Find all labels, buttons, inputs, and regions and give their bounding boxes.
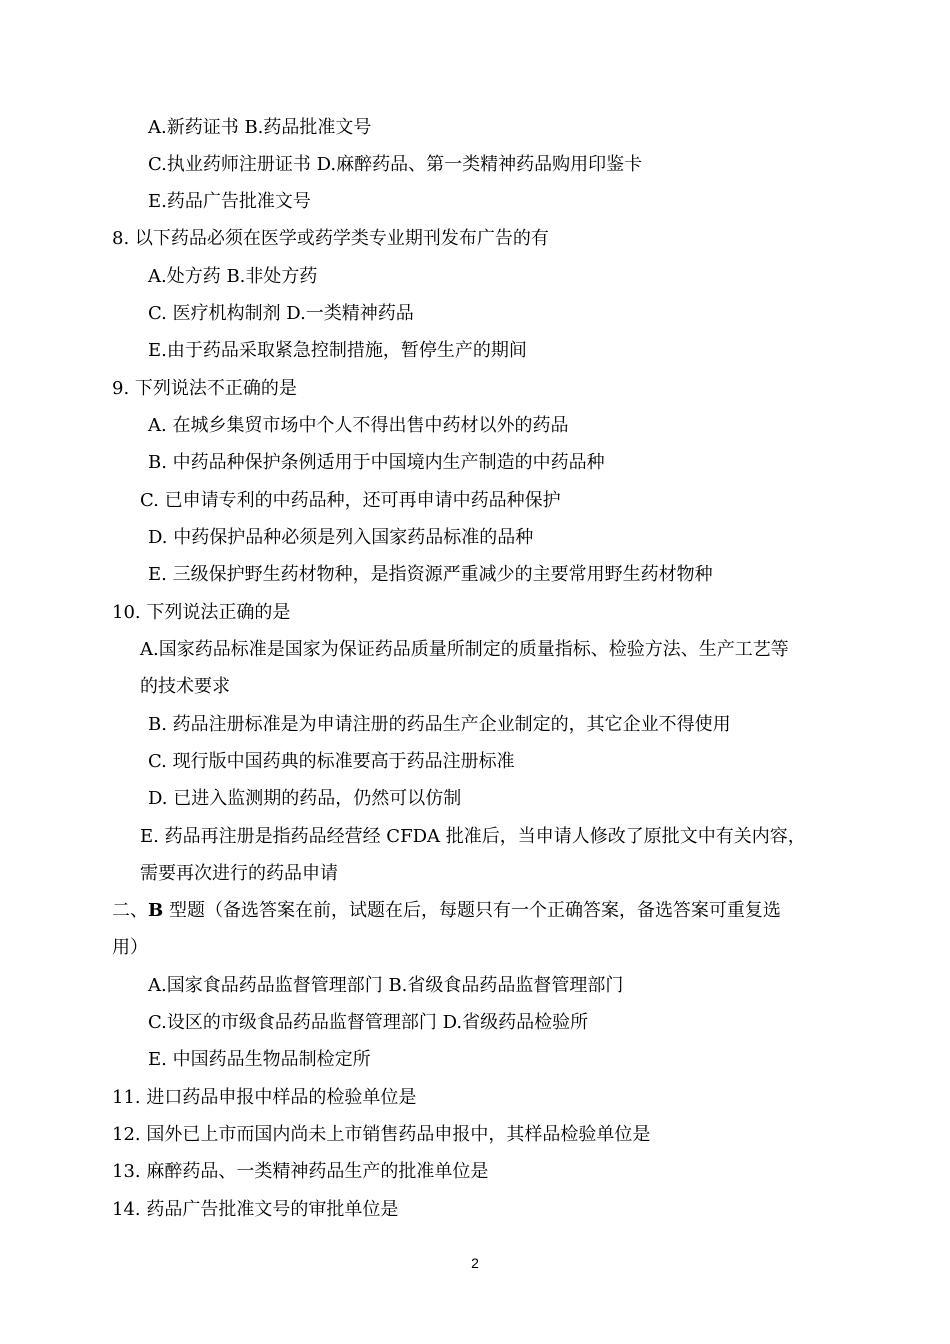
q10-option-c: C. 现行版中国药典的标准要高于药品注册标准 [148,751,515,772]
q9-stem: 9. 下列说法不正确的是 [112,378,297,399]
section2-heading-text: 型题（备选答案在前，试题在后，每题只有一个正确答案，备选答案可重复选 [163,900,781,921]
section2-prefix: 二、 [112,900,148,921]
q10-option-a-line2: 的技术要求 [140,676,230,697]
q8-option-e: E.由于药品采取紧急控制措施，暂停生产的期间 [148,340,527,361]
section2-heading [112,898,781,924]
q7-option-e: E.药品广告批准文号 [148,191,311,212]
q10-option-e-line1: E. 药品再注册是指药品经营经 CFDA 批准后，当申请人修改了原批文中有关内容， [140,826,806,847]
question-11: 11. 进口药品申报中样品的检验单位是 [112,1087,417,1108]
q8-stem: 8. 以下药品必须在医学或药学类专业期刊发布广告的有 [112,228,549,249]
section2-heading-line2: 用） [112,937,148,958]
q9-option-c: C. 已申请专利的中药品种，还可再申请中药品种保护 [140,490,561,511]
q10-option-a-line1: A.国家药品标准是国家为保证药品质量所制定的质量指标、检验方法、生产工艺等 [140,639,789,660]
q7-option-c-d: C.执业药师注册证书 D.麻醉药品、第一类精神药品购用印鉴卡 [148,154,643,175]
q9-option-e: E. 三级保护野生药材物种，是指资源严重减少的主要常用野生药材物种 [148,564,713,585]
q10-option-e-line2: 需要再次进行的药品申请 [140,863,338,884]
q10-stem: 10. 下列说法正确的是 [112,602,291,623]
q8-option-a-b: A.处方药 B.非处方药 [148,266,318,287]
b-option-c-d: C.设区的市级食品药品监督管理部门 D.省级药品检验所 [148,1012,589,1033]
q8-option-c-d: C. 医疗机构制剂 D.一类精神药品 [148,303,414,324]
q10-option-b: B. 药品注册标准是为申请注册的药品生产企业制定的，其它企业不得使用 [148,714,731,735]
q10-option-d: D. 已进入监测期的药品，仍然可以仿制 [148,788,462,809]
page-number: 2 [471,1255,479,1271]
question-14: 14. 药品广告批准文号的审批单位是 [112,1199,399,1220]
q9-option-a: A. 在城乡集贸市场中个人不得出售中药材以外的药品 [148,415,569,436]
q9-option-d: D. 中药保护品种必须是列入国家药品标准的品种 [148,527,534,548]
b-option-e: E. 中国药品生物品制检定所 [148,1049,371,1070]
q7-option-a-b: A.新药证书 B.药品批准文号 [148,117,372,138]
b-option-a-b: A.国家食品药品监督管理部门 B.省级食品药品监督管理部门 [148,975,624,996]
question-13: 13. 麻醉药品、一类精神药品生产的批准单位是 [112,1161,489,1182]
q9-option-b: B. 中药品种保护条例适用于中国境内生产制造的中药品种 [148,452,605,473]
question-12: 12. 国外已上市而国内尚未上市销售药品申报中，其样品检验单位是 [112,1124,651,1145]
section2-type: B [148,900,164,921]
